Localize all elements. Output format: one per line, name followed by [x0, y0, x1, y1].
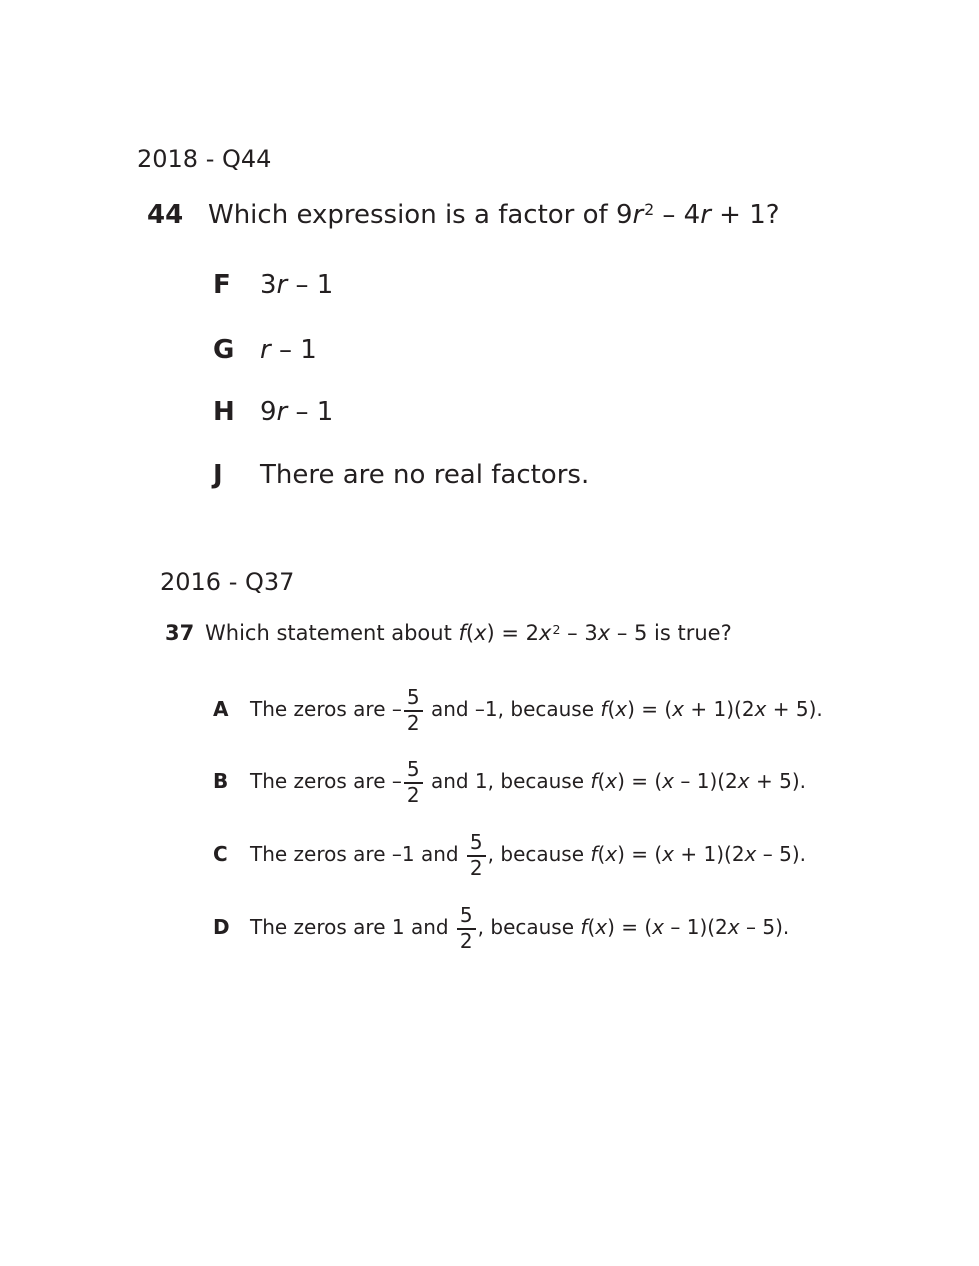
- math-variable: x: [737, 769, 750, 794]
- math-variable: x: [662, 769, 675, 794]
- math-variable: f: [580, 915, 588, 940]
- choice-label: B: [213, 769, 229, 794]
- choice-text: [260, 396, 333, 428]
- text-run: + 5).: [766, 697, 823, 722]
- text-run: (: [465, 621, 475, 645]
- text-run: + 1?: [710, 200, 780, 230]
- text-run: (: [587, 915, 596, 940]
- text-run: ) = (: [617, 769, 663, 794]
- choice-label: G: [213, 335, 235, 365]
- text-run: + 1)(2: [684, 697, 755, 722]
- choice-label: J: [213, 460, 223, 490]
- text-run: Which expression is a factor of 9: [208, 200, 633, 230]
- text-run: – 5).: [756, 842, 806, 867]
- fraction-denominator: 2: [469, 855, 483, 880]
- question-number: 44: [147, 200, 184, 230]
- math-variable: x: [672, 697, 685, 722]
- text-run: + 1)(2: [674, 842, 745, 867]
- text-run: – 1: [287, 397, 334, 427]
- math-variable: f: [590, 769, 598, 794]
- text-run: The zeros are –1 and: [250, 842, 465, 867]
- choice-row-j: [213, 459, 589, 491]
- math-variable: r: [276, 270, 288, 300]
- text-run: (: [607, 697, 616, 722]
- math-fraction: [404, 759, 423, 806]
- text-run: – 1)(2: [674, 769, 738, 794]
- choice-label: C: [213, 842, 228, 867]
- fraction-denominator: 2: [406, 782, 420, 807]
- choice-row-f: [213, 269, 333, 301]
- question-number: 37: [165, 621, 195, 645]
- fraction-denominator: 2: [459, 928, 473, 953]
- choice-row-h: [213, 396, 333, 428]
- choice-row-d: [213, 905, 789, 952]
- text-run: + 5).: [749, 769, 806, 794]
- choice-label: H: [213, 397, 235, 427]
- text-run: The zeros are –: [250, 769, 402, 794]
- question-source-label: 2016 - Q37: [160, 568, 295, 596]
- text-run: ) = (: [627, 697, 673, 722]
- text-run: (: [597, 842, 606, 867]
- choice-row-a: [213, 687, 823, 734]
- text-run: – 3: [560, 621, 598, 645]
- math-variable: x: [597, 621, 611, 645]
- math-variable: x: [615, 697, 628, 722]
- question-stem: [205, 620, 732, 649]
- text-run: ) = (: [617, 842, 663, 867]
- choice-row-c: [213, 832, 806, 879]
- choice-label: A: [213, 697, 229, 722]
- text-run: The zeros are 1 and: [250, 915, 455, 940]
- fraction-numerator: 5: [404, 759, 423, 784]
- text-run: There are no real factors.: [260, 460, 590, 490]
- choice-text: [250, 687, 823, 734]
- question-stem: [208, 199, 780, 234]
- choice-text: [250, 759, 806, 806]
- math-superscript: 2: [644, 201, 655, 220]
- text-run: , because: [477, 915, 581, 940]
- fraction-numerator: 5: [467, 832, 486, 857]
- math-variable: x: [662, 842, 675, 867]
- choice-text: [260, 459, 589, 491]
- math-variable: x: [539, 621, 552, 645]
- text-run: – 1)(2: [664, 915, 728, 940]
- choice-text: [250, 832, 806, 879]
- math-fraction: [467, 832, 486, 879]
- choice-text: [260, 269, 333, 301]
- math-variable: x: [595, 915, 608, 940]
- choice-row-b: [213, 759, 806, 806]
- question-row: [147, 199, 780, 234]
- choice-text: [250, 905, 789, 952]
- text-run: and –1, because: [424, 697, 601, 722]
- math-variable: x: [605, 842, 618, 867]
- fraction-denominator: 2: [406, 710, 420, 735]
- choice-label: D: [213, 915, 230, 940]
- text-run: (: [597, 769, 606, 794]
- question-source-label: 2018 - Q44: [137, 145, 272, 173]
- text-run: – 1: [270, 335, 317, 365]
- math-variable: x: [727, 915, 740, 940]
- choice-label: F: [213, 270, 231, 300]
- fraction-numerator: 5: [457, 905, 476, 930]
- text-run: The zeros are –: [250, 697, 402, 722]
- math-variable: x: [652, 915, 665, 940]
- text-run: ) = 2: [486, 621, 540, 645]
- question-row: [165, 620, 732, 649]
- fraction-numerator: 5: [404, 687, 423, 712]
- text-run: Which statement about: [205, 621, 459, 645]
- math-fraction: [457, 905, 476, 952]
- math-variable: r: [632, 200, 644, 230]
- math-variable: r: [276, 397, 288, 427]
- math-variable: f: [590, 842, 598, 867]
- text-run: , because: [487, 842, 591, 867]
- choice-text: [260, 334, 317, 366]
- text-run: 9: [260, 397, 277, 427]
- math-variable: r: [700, 200, 711, 230]
- math-superscript: 2: [552, 621, 561, 637]
- math-variable: r: [260, 335, 271, 365]
- math-variable: x: [744, 842, 757, 867]
- text-run: – 5 is true?: [610, 621, 732, 645]
- choice-row-g: [213, 334, 317, 366]
- text-run: 3: [260, 270, 277, 300]
- math-variable: x: [605, 769, 618, 794]
- text-run: – 5).: [739, 915, 790, 940]
- text-run: ) = (: [607, 915, 653, 940]
- text-run: – 1: [287, 270, 334, 300]
- math-variable: f: [458, 621, 466, 645]
- math-variable: x: [474, 621, 487, 645]
- math-variable: f: [600, 697, 608, 722]
- math-fraction: [404, 687, 423, 734]
- text-run: – 4: [654, 200, 701, 230]
- math-variable: x: [754, 697, 767, 722]
- text-run: and 1, because: [424, 769, 591, 794]
